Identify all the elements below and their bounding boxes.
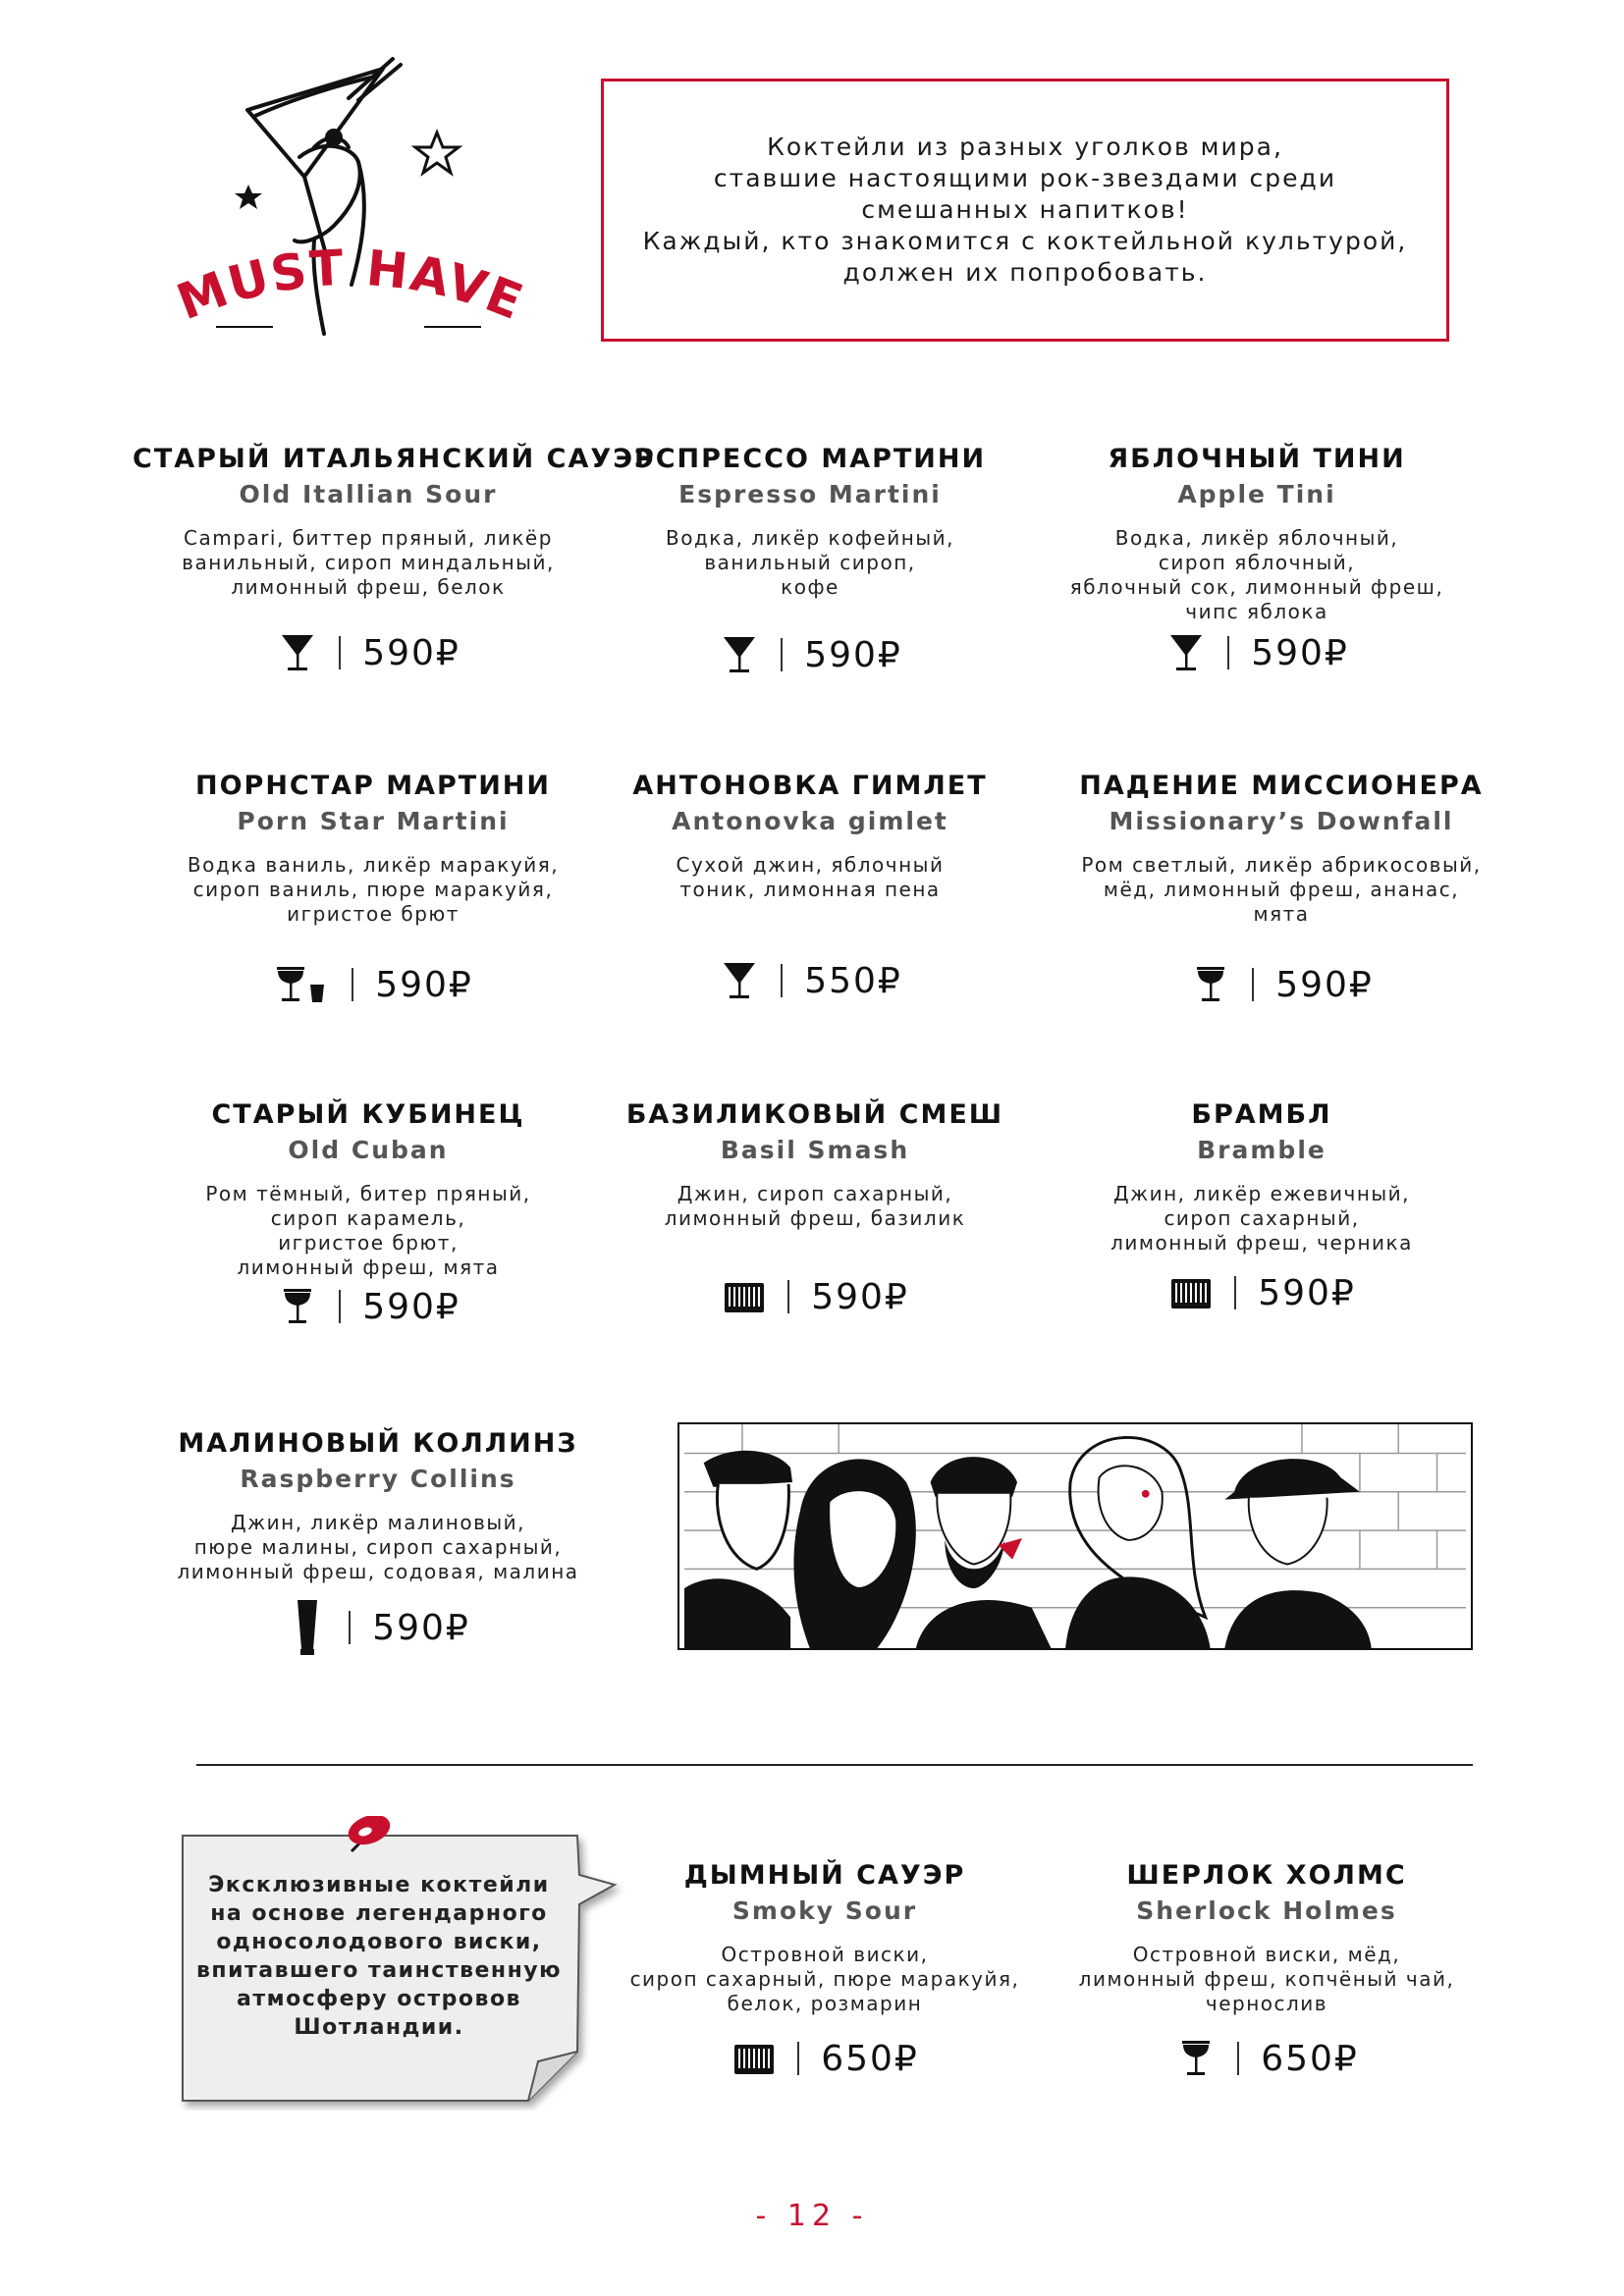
menu-item-name-ru: ДЫМНЫЙ САУЭР xyxy=(683,1860,966,1891)
menu-item-name-ru: АНТОНОВКА ГИМЛЕТ xyxy=(632,771,988,801)
note-line: впитавшего таинственную xyxy=(195,1958,563,1983)
menu-item xyxy=(1026,1099,1497,1255)
menu-item-description xyxy=(589,1943,1060,2016)
menu-item-description-line: Джин, сироп сахарный, xyxy=(677,1182,953,1205)
bar-crowd-illustration xyxy=(677,1422,1473,1650)
menu-item-description-line: Водка ваниль, ликёр маракуйя, xyxy=(187,853,560,877)
menu-item-description-line: Островной виски, мёд, xyxy=(1132,1943,1401,1966)
menu-item-description-line: сироп сахарный, пюре маракуйя, xyxy=(629,1967,1020,1991)
menu-item-description-line: чернослив xyxy=(1205,1992,1328,2015)
menu-item-description xyxy=(579,1182,1051,1231)
menu-item-description-line: белок, розмарин xyxy=(727,1992,923,2015)
menu-item-name-en: Apple Tini xyxy=(1177,480,1336,508)
coupe-glass-icon xyxy=(1174,2037,1218,2080)
menu-item-description-line: Джин, ликёр малиновый, xyxy=(230,1511,526,1534)
menu-item-name-ru: ПОРНСТАР МАРТИНИ xyxy=(194,771,551,801)
menu-item-description xyxy=(1031,1943,1502,2016)
must-have-logo xyxy=(157,39,550,373)
menu-item-price: 590₽ xyxy=(362,632,460,673)
menu-item-price-row xyxy=(137,960,609,1009)
menu-item-name-ru: ПАДЕНИЕ МИССИОНЕРА xyxy=(1079,771,1484,801)
note-line: Шотландии. xyxy=(294,2015,464,2040)
menu-item-price-row xyxy=(574,956,1046,1005)
martini-glass-icon xyxy=(276,631,319,674)
menu-item-description-line: тоник, лимонная пена xyxy=(679,878,941,901)
menu-item-price: 590₽ xyxy=(1251,632,1349,673)
menu-item-description-line: мята xyxy=(1253,902,1310,926)
menu-item-name-en: Antonovka gimlet xyxy=(672,807,948,835)
note-text xyxy=(183,1871,575,2042)
menu-item-name-en: Bramble xyxy=(1197,1136,1326,1164)
menu-item-price: 550₽ xyxy=(804,960,902,1001)
menu-item xyxy=(574,444,1046,600)
menu-item xyxy=(589,1860,1060,2016)
menu-item xyxy=(133,444,656,600)
menu-item-name-ru: БАЗИЛИКОВЫЙ СМЕШ xyxy=(625,1099,1004,1130)
menu-item-description-line: лимонный фреш, содовая, малина xyxy=(177,1560,579,1583)
menu-item-price: 650₽ xyxy=(821,2038,919,2079)
menu-item-description-line: сироп карамель, xyxy=(270,1206,466,1230)
menu-item-name-ru: СТАРЫЙ ИТАЛЬЯНСКИЙ САУЭР xyxy=(133,444,656,474)
menu-item-price-row xyxy=(589,2034,1060,2083)
intro-line: ставшие настоящими рок-звездами среди xyxy=(713,164,1337,192)
menu-item-description-line: Островной виски, xyxy=(721,1943,929,1966)
menu-item-description xyxy=(1026,1182,1497,1255)
menu-item-price: 590₽ xyxy=(811,1276,909,1317)
page-number: - 12 - xyxy=(755,2199,869,2233)
menu-item-description xyxy=(1046,853,1517,927)
menu-item xyxy=(1031,1860,1502,2016)
menu-item-name-en: Basil Smash xyxy=(720,1136,910,1164)
menu-item-price-row xyxy=(1026,1268,1497,1317)
menu-item xyxy=(579,1099,1051,1231)
menu-item-description-line: Водка, ликёр яблочный, xyxy=(1114,526,1399,550)
menu-item-name-en: Raspberry Collins xyxy=(240,1465,516,1493)
menu-item-description-line: Сухой джин, яблочный xyxy=(676,853,945,877)
menu-item-price-row xyxy=(579,1272,1051,1321)
menu-item-price-row xyxy=(142,1603,614,1652)
menu-item-name-en: Old Itallian Sour xyxy=(239,480,498,508)
martini-glass-icon xyxy=(1164,631,1208,674)
martini-glass-icon xyxy=(718,633,761,676)
menu-item-description-line: лимонный фреш, черника xyxy=(1110,1231,1413,1255)
note-line: атмосферу островов xyxy=(237,1987,521,2011)
menu-item-name-en: Old Cuban xyxy=(288,1136,449,1164)
menu-item-name-ru: ЭСПРЕССО МАРТИНИ xyxy=(633,444,987,474)
note-line: Эксклюзивные коктейли xyxy=(208,1873,550,1897)
section-divider xyxy=(196,1764,1473,1766)
menu-item-description-line: лимонный фреш, копчёный чай, xyxy=(1078,1967,1455,1991)
price-separator xyxy=(352,968,353,1001)
price-separator xyxy=(797,2042,799,2075)
menu-item-price: 590₽ xyxy=(362,1286,460,1327)
rocks-glass-icon xyxy=(731,2037,778,2080)
menu-item xyxy=(142,1428,614,1584)
menu-item-price-row xyxy=(133,1282,604,1331)
price-separator xyxy=(1234,1276,1236,1309)
menu-item-description-line: Водка, ликёр кофейный, xyxy=(666,526,954,550)
menu-item xyxy=(1046,771,1517,927)
menu-item-name-en: Missionary’s Downfall xyxy=(1109,807,1454,835)
menu-item-description-line: ванильный сироп, xyxy=(704,551,916,574)
price-separator xyxy=(339,1290,341,1323)
menu-item-name-ru: МАЛИНОВЫЙ КОЛЛИНЗ xyxy=(178,1428,578,1459)
menu-item-name-ru: БРАМБЛ xyxy=(1191,1099,1332,1130)
menu-item-description-line: Ром тёмный, битер пряный, xyxy=(205,1182,531,1205)
rocks-glass-icon xyxy=(1167,1271,1215,1314)
menu-item-description-line: Джин, ликёр ежевичный, xyxy=(1112,1182,1411,1205)
menu-item-name-en: Sherlock Holmes xyxy=(1136,1896,1397,1925)
svg-text:MUST HAVE xyxy=(170,240,532,332)
menu-item-price-row xyxy=(133,628,604,677)
price-separator xyxy=(349,1611,351,1644)
menu-item-price-row xyxy=(1021,628,1492,677)
menu-item-price: 590₽ xyxy=(372,1607,470,1648)
intro-line: должен их попробовать. xyxy=(842,258,1208,287)
coupe-glass-icon xyxy=(276,1285,319,1328)
menu-item-description-line: мёд, лимонный фреш, ананас, xyxy=(1103,878,1460,901)
price-separator xyxy=(787,1280,789,1313)
menu-item-price: 590₽ xyxy=(1275,964,1374,1005)
menu-item-description-line: Campari, биттер пряный, ликёр xyxy=(184,526,553,550)
price-separator xyxy=(781,964,783,997)
menu-item-name-ru: ЯБЛОЧНЫЙ ТИНИ xyxy=(1108,444,1406,474)
price-separator xyxy=(781,638,783,671)
menu-item-description-line: лимонный фреш, мята xyxy=(237,1255,500,1279)
menu-item-description xyxy=(133,526,604,600)
menu-item-price: 590₽ xyxy=(804,634,902,675)
menu-item-price-row xyxy=(574,630,1046,679)
intro-box xyxy=(601,79,1449,342)
menu-item-price: 650₽ xyxy=(1261,2038,1359,2079)
menu-item-price-row xyxy=(1031,2034,1502,2083)
highball-glass-icon xyxy=(286,1598,329,1657)
menu-item-description-line: ванильный, сироп миндальный, xyxy=(182,551,555,574)
menu-item-description-line: лимонный фреш, белок xyxy=(231,575,506,599)
intro-line: Коктейли из разных уголков мира, xyxy=(767,133,1283,161)
menu-item-price: 590₽ xyxy=(375,964,473,1005)
menu-item-description-line: лимонный фреш, базилик xyxy=(664,1206,966,1230)
menu-item-price: 590₽ xyxy=(1258,1272,1356,1313)
coupe-glass-icon xyxy=(1189,963,1232,1006)
menu-item-description xyxy=(574,526,1046,600)
menu-item-description-line: чипс яблока xyxy=(1185,600,1328,623)
menu-item-description xyxy=(133,1182,604,1280)
rocks-glass-icon xyxy=(721,1275,768,1318)
menu-item-description-line: пюре малины, сироп сахарный, xyxy=(193,1535,563,1559)
price-separator xyxy=(1227,636,1229,669)
price-separator xyxy=(1237,2042,1239,2075)
note-line: односолодового виски, xyxy=(216,1930,542,1954)
menu-item-name-ru: ШЕРЛОК ХОЛМС xyxy=(1126,1860,1407,1891)
menu-item-description-line: сироп яблочный, xyxy=(1158,551,1356,574)
menu-item-description xyxy=(574,853,1046,902)
menu-item-name-en: Smoky Sour xyxy=(731,1896,918,1925)
price-separator xyxy=(339,636,341,669)
menu-item-description-line: яблочный сок, лимонный фреш, xyxy=(1069,575,1444,599)
menu-item-description-line: сироп ваниль, пюре маракуйя, xyxy=(192,878,554,901)
menu-item-description-line: сироп сахарный, xyxy=(1164,1206,1360,1230)
menu-item xyxy=(137,771,609,927)
menu-item-description xyxy=(137,853,609,927)
intro-line: смешанных напитков! xyxy=(861,195,1189,224)
martini-glass-icon xyxy=(718,959,761,1002)
menu-item xyxy=(133,1099,604,1280)
menu-item-description-line: Ром светлый, ликёр абрикосовый, xyxy=(1081,853,1482,877)
menu-item-description-line: игристое брют, xyxy=(278,1231,459,1255)
menu-item-name-en: Porn Star Martini xyxy=(237,807,510,835)
menu-item-name-en: Espresso Martini xyxy=(678,480,942,508)
menu-item-description-line: кофе xyxy=(781,575,839,599)
menu-item-description xyxy=(1021,526,1492,624)
menu-item xyxy=(1021,444,1492,624)
menu-item-price-row xyxy=(1046,960,1517,1009)
price-separator xyxy=(1252,968,1254,1001)
intro-line: Каждый, кто знакомится с коктейльной культурой, xyxy=(642,227,1408,255)
coupe-and-shot-icon xyxy=(273,963,332,1006)
menu-item-name-ru: СТАРЫЙ КУБИНЕЦ xyxy=(211,1099,525,1130)
menu-item xyxy=(574,771,1046,902)
menu-item-description-line: игристое брют xyxy=(287,902,460,926)
logo-text: MUST HAVE xyxy=(169,239,532,332)
note-line: на основе легендарного xyxy=(210,1901,548,1926)
menu-item-description xyxy=(142,1511,614,1584)
